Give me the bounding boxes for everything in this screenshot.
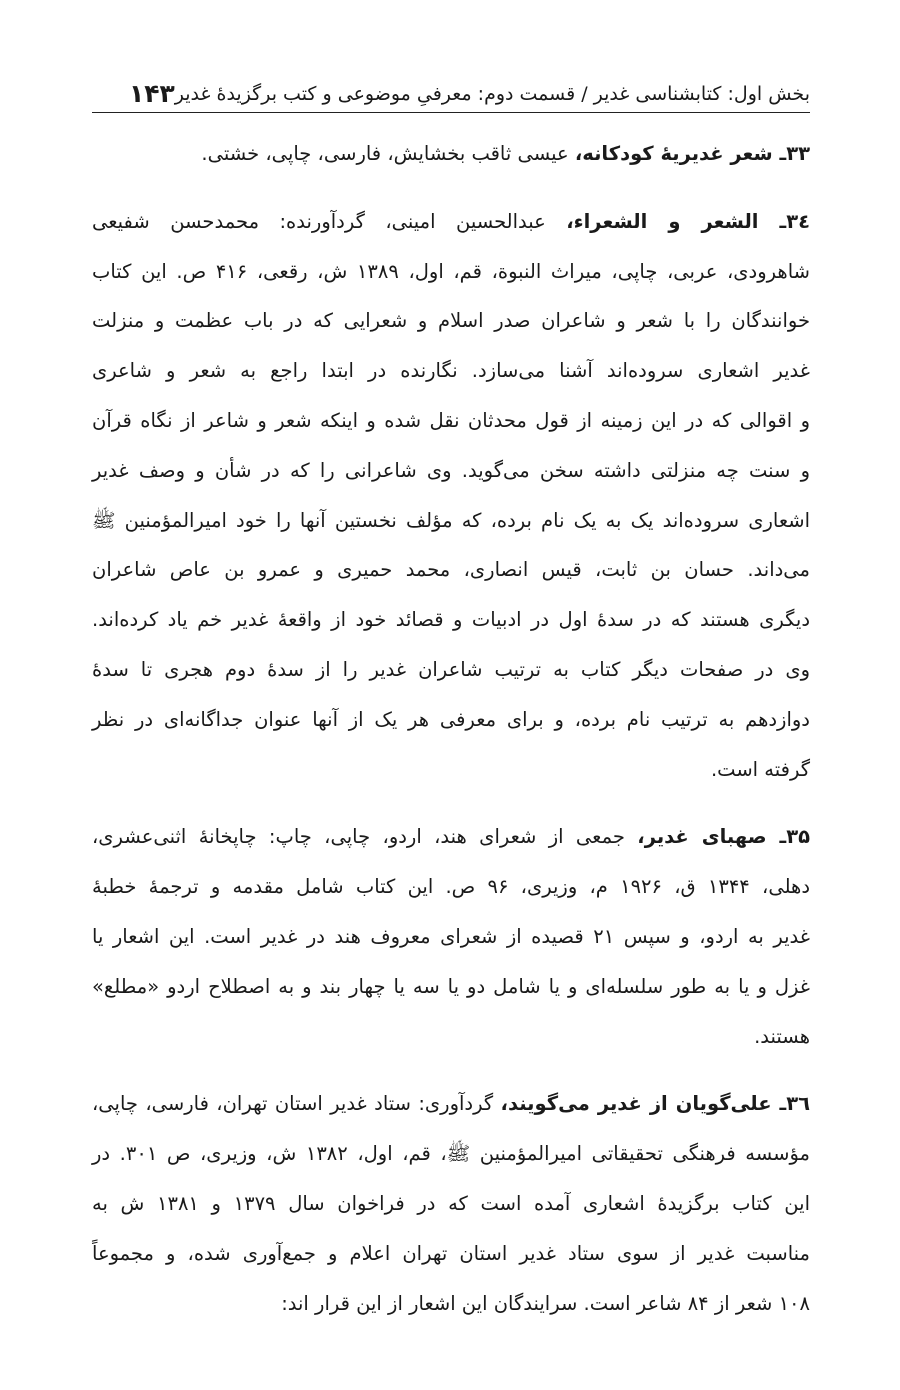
book-page	[92, 60, 810, 1346]
page-number: ۱۴۳	[128, 79, 175, 108]
text-line: غدیر اشعاری سروده‌اند آشنا می‌سازد. نگارنده در ابتدا راجع به شعر و شاعری	[92, 359, 810, 383]
text-line: ۱۰۸ شعر از ۸۴ شاعر است. سرایندگان این اشعار از این قرار اند:	[281, 1291, 810, 1315]
text-line: خوانندگان را با شعر و شاعران صدر اسلام و شعرایی که در باب عظمت و منزلت	[92, 309, 810, 333]
entry-text: جمعی از شعرای هند، اردو، چاپی، چاپ: چاپخانهٔ اثنی‌عشری،	[92, 825, 638, 849]
page-content	[92, 129, 810, 1328]
bibliography-entry-33	[92, 129, 810, 179]
text-line: غزل و یا به طور سلسله‌ای و یا شامل دو یا سه یا چهار بند و به اصطلاح اردو «مطلع»	[92, 974, 810, 998]
entry-title: ۳۵ـ صهبای غدیر،	[637, 825, 811, 849]
text-line: وی در صفحات دیگر کتاب به ترتیب شاعران غدیر را از سدهٔ دوم هجری تا سدهٔ	[92, 657, 810, 681]
text-line: دیگری هستند که در سدهٔ اول در ادبیات و قصائد خود از واقعهٔ غدیر خم یاد کرده‌اند.	[92, 608, 810, 632]
text-line: دهلی، ۱۳۴۴ ق، ۱۹۲۶ م، وزیری، ۹۶ ص. این کتاب شامل مقدمه و ترجمهٔ خطبهٔ	[92, 875, 810, 899]
running-header	[92, 60, 810, 113]
bibliography-entry-35	[92, 812, 810, 1061]
bibliography-entry-34	[92, 197, 810, 795]
entry-title: ۳٤ـ الشعر و الشعراء،	[566, 209, 810, 233]
text-line: می‌داند. حسان بن ثابت، قیس انصاری، محمد حمیری و عمرو بن عاص شاعران	[92, 558, 810, 582]
entry-text: عبدالحسین امینی، گردآورنده: محمدحسن شفیعی	[92, 209, 567, 233]
entry-text: عیسی ثاقب بخشایش، فارسی، چاپی، خشتی.	[201, 142, 575, 165]
text-line: و سنت چه منزلتی داشته سخن می‌گوید. وی شاعرانی را که در شأن و وصف غدیر	[92, 458, 810, 482]
running-header-title: بخش اول: کتابشناسی غدیر / قسمت دوم: معرفیِ موضوعی و کتب برگزیدهٔ غدیر	[174, 83, 810, 105]
text-line: مؤسسه فرهنگی تحقیقاتی امیرالمؤمنین ﷺ، قم، اول، ۱۳۸۲ ش، وزیری، ص ۳۰۱. در	[92, 1142, 810, 1166]
entry-title: ۳۳ـ شعر غدیریهٔ کودکانه،	[574, 142, 810, 165]
text-line: اشعاری سروده‌اند یک به یک نام برده، که مؤلف نخستین آنها را خود امیرالمؤمنین ﷺ	[92, 508, 810, 532]
text-line: مناسبت غدیر از سوی ستاد غدیر استان تهران اعلام و جمع‌آوری شده، و مجموعاً	[92, 1241, 810, 1265]
text-line	[92, 812, 810, 862]
text-line: دوازدهم به ترتیب نام برده، و برای معرفی هر یک از آنها عنوان جداگانه‌ای در نظر	[92, 707, 810, 731]
text-line: این کتاب برگزیدهٔ اشعاری آمده است که در فراخوان سال ۱۳۷۹ و ۱۳۸۱ ش به	[92, 1191, 810, 1215]
text-line: گرفته است.	[710, 757, 810, 781]
text-line	[92, 1079, 810, 1129]
entry-title: ۳٦ـ علی‌گویان از غدیر می‌گویند،	[500, 1092, 811, 1116]
entry-text: گردآوری: ستاد غدیر استان تهران، فارسی، چاپی،	[92, 1092, 501, 1116]
text-line: شاهرودی، عربی، چاپی، میراث النبوة، قم، اول، ۱۳۸۹ ش، رقعی، ۴۱۶ ص. این کتاب	[92, 259, 810, 283]
text-line: هستند.	[754, 1024, 810, 1048]
text-line	[92, 129, 810, 179]
text-line: و اقوالی که در این زمینه از قول محدثان نقل شده و اینکه شعر و شاعر از نگاه قرآن	[92, 408, 810, 432]
bibliography-entry-36	[92, 1079, 810, 1328]
text-line: غدیر به اردو، و سپس ۲۱ قصیده از شعرای معروف هند در غدیر است. این اشعار یا	[92, 924, 810, 948]
text-line	[92, 197, 810, 247]
